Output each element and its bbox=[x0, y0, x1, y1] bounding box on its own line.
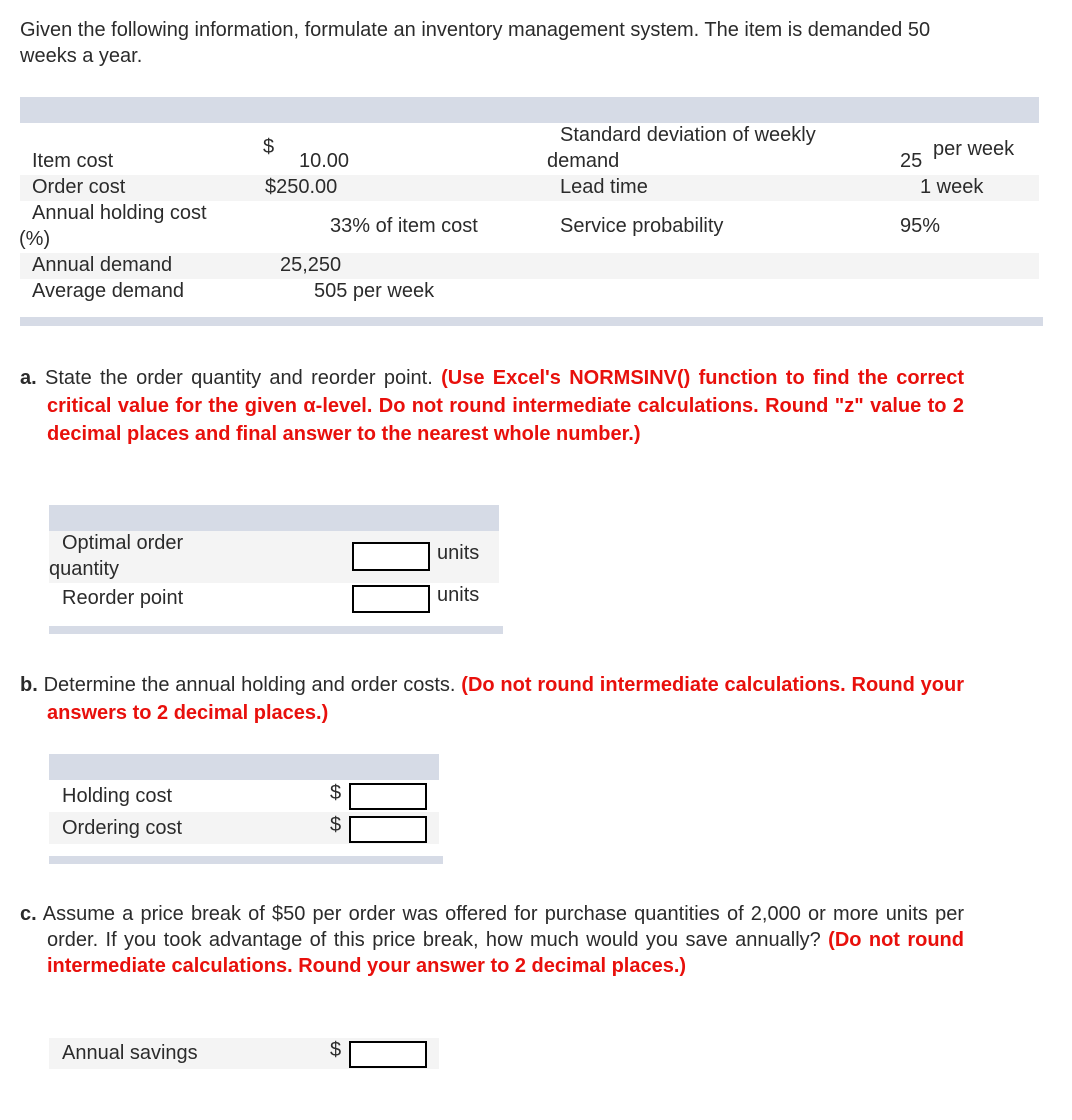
average-demand-value: 505 per week bbox=[314, 280, 435, 302]
table-header-band bbox=[20, 97, 1039, 123]
part-b-header-band bbox=[49, 754, 439, 780]
optimal-order-label-cont: quantity bbox=[49, 558, 120, 580]
annual-demand-label: Annual demand bbox=[32, 254, 173, 276]
part-a-footer-band bbox=[49, 626, 503, 634]
reorder-point-unit: units bbox=[437, 584, 480, 606]
holding-cost-label: Annual holding cost bbox=[32, 202, 207, 224]
sd-demand-value: 25 bbox=[900, 150, 923, 172]
part-c-instruction: (Do not round intermediate calculations. Round your answer to 2 decimal places.) bbox=[47, 929, 964, 977]
annual-savings-label: Annual savings bbox=[62, 1042, 198, 1064]
holding-cost-value: 33% of item cost bbox=[330, 215, 478, 237]
lead-time-value: 1 week bbox=[920, 176, 984, 198]
table-footer-band bbox=[20, 317, 1043, 326]
part-b-question bbox=[20, 671, 964, 727]
part-a-question bbox=[20, 364, 964, 448]
part-a-instruction: (Use Excel's NORMSINV() function to find the correct critical value for the given α-level. Do not round intermediate calculations. Round "z" value to 2 decimal places and final answer to the nearest whole number.) bbox=[47, 367, 965, 445]
ordering-cost-currency: $ bbox=[330, 814, 342, 836]
part-b-label: b. bbox=[20, 674, 38, 696]
order-cost-value: $250.00 bbox=[265, 176, 338, 198]
lead-time-label: Lead time bbox=[560, 176, 648, 198]
holding-cost-label-unit: (%) bbox=[19, 228, 51, 250]
ordering-cost-answer-label: Ordering cost bbox=[62, 817, 183, 839]
optimal-order-label: Optimal order bbox=[62, 532, 184, 554]
order-cost-label: Order cost bbox=[32, 176, 126, 198]
optimal-order-quantity-input[interactable] bbox=[352, 542, 430, 571]
item-cost-currency: $ bbox=[263, 136, 275, 158]
table-row-stripe bbox=[20, 253, 1039, 279]
sd-demand-unit: per week bbox=[933, 138, 1015, 160]
average-demand-label: Average demand bbox=[32, 280, 184, 302]
intro-text: Given the following information, formulate an inventory management system. The item is demanded 50 weeks a year. bbox=[20, 19, 931, 67]
annual-savings-currency: $ bbox=[330, 1039, 342, 1061]
optimal-order-unit: units bbox=[437, 542, 480, 564]
part-a-text: State the order quantity and reorder point. bbox=[45, 367, 433, 389]
service-probability-value: 95% bbox=[900, 215, 941, 237]
annual-demand-value: 25,250 bbox=[280, 254, 342, 276]
annual-savings-input[interactable] bbox=[349, 1041, 427, 1068]
holding-cost-input[interactable] bbox=[349, 783, 427, 810]
item-cost-value: 10.00 bbox=[299, 150, 350, 172]
reorder-point-label: Reorder point bbox=[62, 587, 184, 609]
part-c-label: c. bbox=[20, 903, 37, 925]
part-b-text: Determine the annual holding and order costs. bbox=[43, 674, 456, 696]
holding-cost-currency: $ bbox=[330, 782, 342, 804]
part-b-instruction: (Do not round intermediate calculations. Round your answers to 2 decimal places.) bbox=[47, 674, 964, 724]
ordering-cost-input[interactable] bbox=[349, 816, 427, 843]
holding-cost-answer-label: Holding cost bbox=[62, 785, 173, 807]
sd-demand-label: Standard deviation of weekly bbox=[560, 124, 816, 146]
part-b-footer-band bbox=[49, 856, 443, 864]
sd-demand-label-cont: demand bbox=[547, 150, 620, 172]
part-a-header-band bbox=[49, 505, 499, 531]
reorder-point-input[interactable] bbox=[352, 585, 430, 613]
part-c-text: Assume a price break of $50 per order was offered for purchase quantities of 2,000 or more units per order. If you took advantage of this price break, how much would you save annually? bbox=[42, 903, 965, 951]
item-cost-label: Item cost bbox=[32, 150, 114, 172]
part-c-question bbox=[20, 901, 964, 979]
service-probability-label: Service probability bbox=[560, 215, 724, 237]
part-a-label: a. bbox=[20, 367, 37, 389]
table-row-stripe bbox=[20, 175, 1039, 201]
